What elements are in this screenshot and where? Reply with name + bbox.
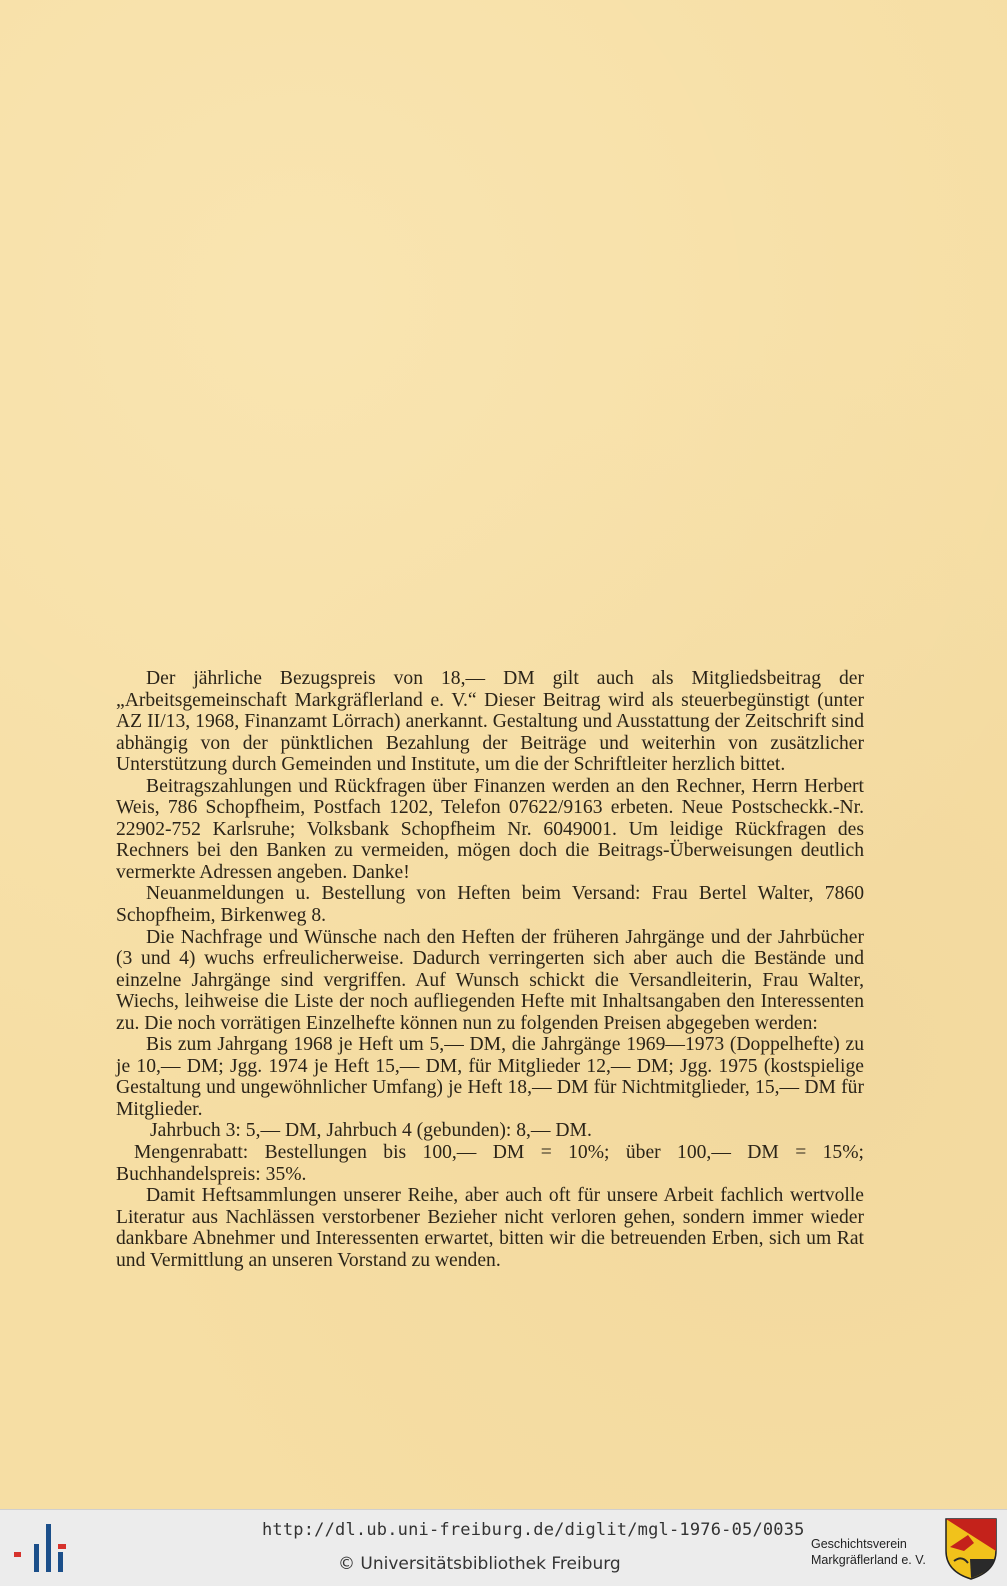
paragraph-subscription: Der jährliche Bezugspreis von 18,— DM gilt auch als Mitgliedsbeitrag der „Arbeitsgemeinschaft Markgräflerland e. V.“ Dieser Beitrag wird als steuerbegünstigt (unter AZ II/13, 1968, Finanzamt Lörrach) anerkannt. Gestaltung und Ausstattung der Zeitschrift sind abhängig von der pünktlichen Bezahlung der Beiträge und weiterhin von zusätzlicher Unterstützung durch Gemeinden und Institute, um die der Schriftleiter herzlich bittet.	[116, 668, 864, 776]
paragraph-estates: Damit Heftsammlungen unserer Reihe, aber auch oft für unsere Arbeit fachlich wertvolle Literatur aus Nachlässen verstorbener Bezieher nicht verloren gehen, sondern immer wieder dankbare Abnehmer und Interessenten erwartet, bitten wir die betreuenden Erben, sich um Rat und Vermittlung an unseren Vorstand zu wenden.	[116, 1185, 864, 1271]
paragraph-demand: Die Nachfrage und Wünsche nach den Heften der früheren Jahrgänge und der Jahrbücher (3 und 4) wuchs erfreulicherweise. Dadurch verringerten sich aber auch die Bestände und einzelne Jahrgänge sind vergriffen. Auf Wunsch schickt die Versandleiterin, Frau Walter, Wiechs, leihweise die Liste der noch aufliegenden Hefte mit Inhaltsangaben den Interessenten zu. Die noch vorrätigen Einzelhefte können nun zu folgenden Preisen abgegeben werden:	[116, 926, 864, 1034]
paragraph-orders: Neuanmeldungen u. Bestellung von Heften beim Versand: Frau Bertel Walter, 7860 Schopfheim, Birkenweg 8.	[116, 883, 864, 927]
society-line-1: Geschichtsverein	[811, 1537, 907, 1551]
society-line-2: Markgräflerland e. V.	[811, 1553, 926, 1567]
paragraph-discount: Mengenrabatt: Bestellungen bis 100,— DM = 10%; über 100,— DM = 15%; Buchhandelspreis: 35%.	[116, 1142, 864, 1185]
paragraph-payments: Beitragszahlungen und Rückfragen über Finanzen werden an den Rechner, Herrn Herbert Weis, 786 Schopfheim, Postfach 1202, Telefon 07622/9163 erbeten. Neue Postscheckk.-Nr. 22902-752 Karlsruhe; Volksbank Schopfheim Nr. 6049001. Um leidige Rückfragen des Rechners bei den Banken zu vermeiden, mögen doch die Beitrags-Überweisungen deutlich vermerkte Adressen angeben. Danke!	[116, 775, 864, 883]
footer-bar	[0, 1509, 1007, 1586]
ub-freiburg-logo-icon	[12, 1522, 68, 1574]
document-body	[116, 668, 864, 1271]
society-name	[811, 1536, 926, 1568]
copyright-notice: © Universitätsbibliothek Freiburg	[338, 1554, 621, 1574]
paragraph-prices: Bis zum Jahrgang 1968 je Heft um 5,— DM, die Jahrgänge 1969—1973 (Doppelhefte) zu je 10,— DM; Jgg. 1974 je Heft 15,— DM, für Mitglieder 12,— DM; Jgg. 1975 (kostspielige Gestaltung und ungewöhnlicher Umfang) je Heft 18,— DM für Nichtmitglieder, 15,— DM für Mitglieder.	[116, 1034, 864, 1120]
paragraph-yearbooks: Jahrbuch 3: 5,— DM, Jahrbuch 4 (gebunden): 8,— DM.	[150, 1120, 592, 1142]
permalink-url[interactable]: http://dl.ub.uni-freiburg.de/diglit/mgl-1976-05/0035	[262, 1520, 805, 1540]
coat-of-arms-icon	[944, 1517, 998, 1581]
